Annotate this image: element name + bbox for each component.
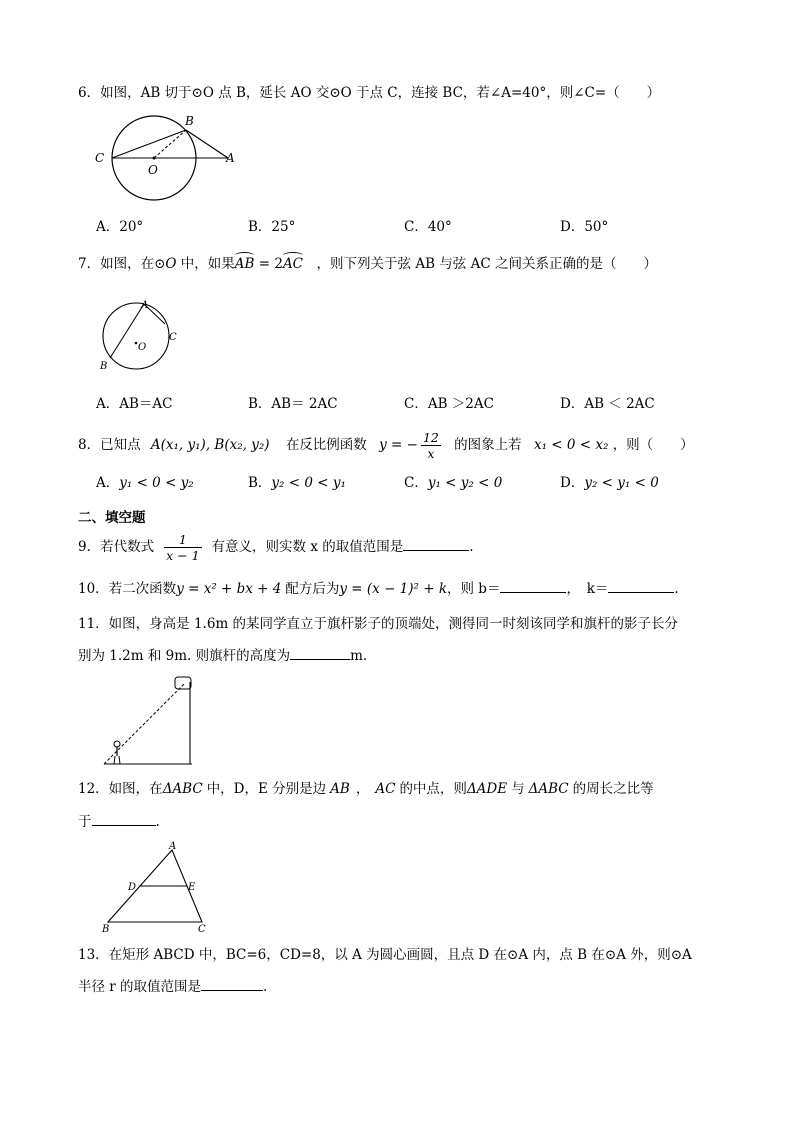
q12-label-a: A (169, 841, 177, 852)
q12-line2: 于 . (78, 811, 160, 831)
q6-option-a: A．20° (96, 219, 144, 235)
q12-line1: 12．如图，在ΔABC 中，D，E 分别是边 AB ， AC 的中点，则ΔADE 与 ΔABC 的周长之比等 (78, 781, 654, 797)
q12-figure (96, 840, 216, 934)
q7-option-d: D．AB ＜ 2AC (560, 396, 655, 412)
q7-option-a: A．AB＝AC (96, 396, 173, 412)
q7-label-o: O (138, 342, 147, 353)
q12-answer-blank[interactable] (92, 811, 156, 826)
q10-b-blank[interactable] (500, 578, 566, 593)
q8-text: 8．已知点 A(x₁, y₁), B(x₂, y₂) 在反比例函数 y = − $\frac{12}{x}$ 的图象上若 x₁ < 0 < x₂ ，则（ ） (78, 430, 694, 461)
q6-text: 6．如图，AB 切于⊙O 点 B，延长 AO 交⊙O 于点 C，连接 BC，若∠A=40°，则∠C=（ ） (78, 85, 661, 101)
q11-line1: 11．如图，身高是 1.6m 的某同学直立于旗杆影子的顶端处，测得同一时刻该同学和旗杆的影子长分 (78, 616, 679, 632)
q11-figure (100, 672, 204, 768)
q6-label-c: C (95, 151, 105, 165)
q11-answer-blank[interactable] (290, 645, 350, 660)
section-heading: 二、填空题 (78, 510, 146, 526)
q10-function: y = x² + bx + 4 (176, 581, 282, 597)
q11-line2: 别为 1.2m 和 9m. 则旗杆的高度为 m. (78, 645, 367, 665)
q13-line1: 13．在矩形 ABCD 中，BC=6，CD=8，以 A 为圆心画圆，且点 D 在⊙A 内，点 B 在⊙A 外，则⊙A (78, 947, 692, 963)
q10-form: y = (x − 1)² + k (339, 581, 448, 597)
q10-k-blank[interactable] (608, 578, 674, 593)
q7-text: 7．如图，在⊙O 中，如果AB = 2AC ，则下列关于弦 AB 与弦 AC 之间关系正确的是（ ） (78, 256, 657, 272)
q8-option-d: D．y₂ < y₁ < 0 (560, 475, 659, 491)
q12-label-c: C (198, 924, 206, 934)
q6-option-d: D．50° (560, 219, 609, 235)
q9-text: 9．若代数式 $\frac{1}{x - 1}$ 有意义，则实数 x 的取值范围是 . (78, 532, 474, 563)
q6-label-b: B (185, 114, 194, 128)
q8-points: A(x₁, y₁), B(x₂, y₂) (150, 437, 270, 453)
q6-option-b: B．25° (248, 219, 296, 235)
q12-label-e: E (188, 882, 196, 893)
q6-label-a: A (226, 151, 235, 165)
q6-label-o: O (148, 163, 158, 177)
q12-label-d: D (128, 882, 137, 893)
q7-label-b: B (100, 361, 108, 372)
q8-option-c: C．y₁ < y₂ < 0 (404, 475, 503, 491)
q8-condition: x₁ < 0 < x₂ (533, 437, 609, 453)
q7-option-c: C．AB ＞2AC (404, 396, 494, 412)
q9-fraction: $\frac{1}{x - 1}$ (166, 532, 200, 563)
q6-option-c: C．40° (404, 219, 452, 235)
q9-answer-blank[interactable] (403, 536, 469, 551)
q8-option-a: A．y₁ < 0 < y₂ (96, 475, 194, 491)
q7-figure (92, 296, 192, 376)
q6-figure (90, 110, 250, 206)
q13-answer-blank[interactable] (201, 976, 263, 991)
q12-label-b: B (102, 924, 110, 934)
q8-option-b: B．y₂ < 0 < y₁ (248, 475, 346, 491)
q7-arc-ac: AC (282, 256, 304, 272)
q10-text: 10．若二次函数y = x² + bx + 4 配方后为y = (x − 1)² + k，则 b＝ ， k＝ . (78, 578, 679, 598)
q7-arc-ab: AB (234, 256, 255, 272)
q8-fraction: $\frac{12}{x}$ (422, 430, 439, 461)
q13-line2: 半径 r 的取值范围是 . (78, 976, 267, 996)
q7-label-a: A (141, 300, 149, 311)
q7-option-b: B．AB＝ 2AC (248, 396, 338, 412)
q7-label-c: C (169, 332, 177, 343)
